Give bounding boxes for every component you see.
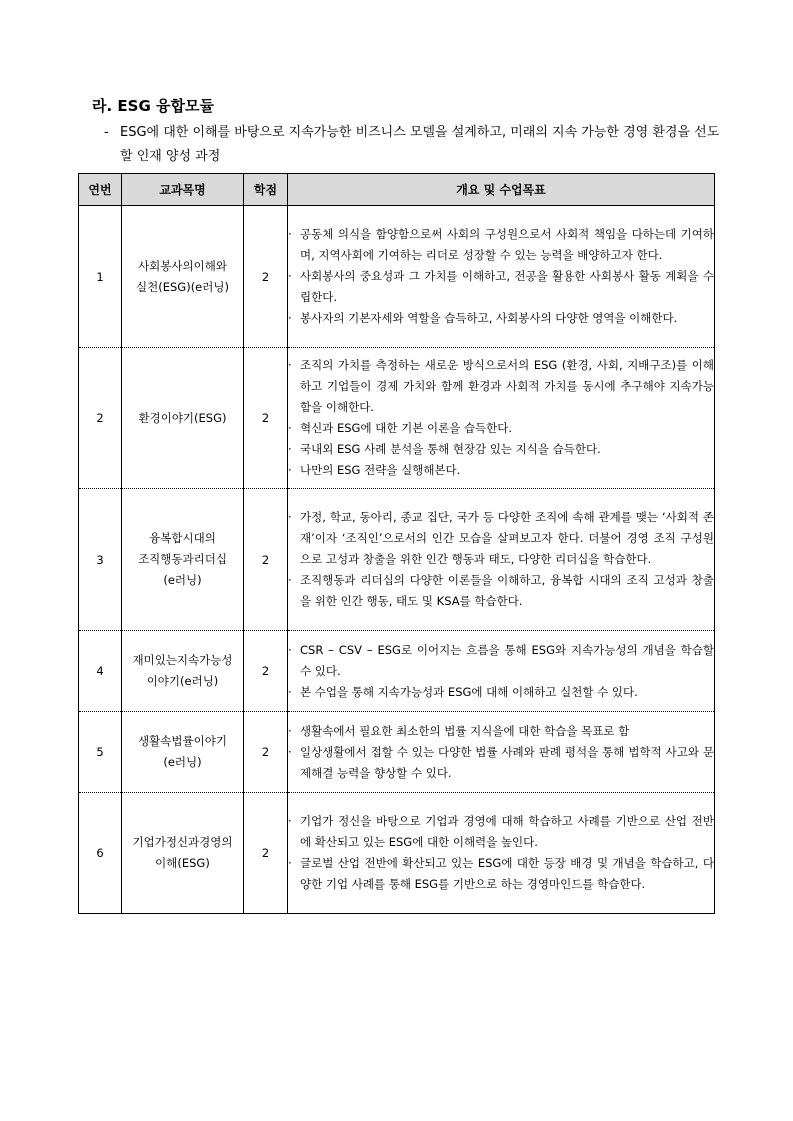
course-credit: 2 xyxy=(244,206,288,348)
description-bullet xyxy=(288,460,714,481)
course-name xyxy=(122,489,244,631)
description-bullet xyxy=(288,439,714,460)
bullet-text: 가정, 학교, 동아리, 종교 집단, 국가 등 다양한 조직에 속해 관계를 맺는 ‘사회적 존재’이자 ‘조직인’으로서의 인간 모습을 살펴보고자 한다. 더불어 경영 조직 구성원으로 고성과 창출을 위한 인간 행동과 태도, 다양한 리더십을 학습한다. xyxy=(300,510,714,566)
bullet-dot-icon: · xyxy=(288,510,292,524)
description-bullet xyxy=(288,308,714,329)
bullet-text: 국내외 ESG 사례 분석을 통해 현장감 있는 지식을 습득한다. xyxy=(300,442,601,456)
course-credit: 2 xyxy=(244,489,288,631)
course-description xyxy=(288,348,715,489)
bullet-text: 나만의 ESG 전략을 실행해본다. xyxy=(300,463,461,477)
table-row xyxy=(79,206,715,348)
bullet-dot-icon: · xyxy=(288,311,292,325)
bullet-text: 공동체 의식을 함양함으로써 사회의 구성원으로서 사회적 책임을 다하는데 기여하며, 지역사회에 기여하는 리더로 성장할 수 있는 능력을 배양하고자 한다. xyxy=(300,227,714,262)
bullet-text: 기업가 정신을 바탕으로 기업과 경영에 대해 학습하고 사례를 기반으로 산업 전반에 확산되고 있는 ESG에 대한 이해력을 높인다. xyxy=(300,814,714,849)
course-name-line: (e러닝) xyxy=(163,755,202,769)
course-credit: 2 xyxy=(244,631,288,712)
course-number: 3 xyxy=(79,489,122,631)
bullet-dot-icon: · xyxy=(288,684,292,699)
course-name xyxy=(122,793,244,914)
course-table xyxy=(78,173,715,914)
description-bullet xyxy=(288,811,714,853)
header-no: 연번 xyxy=(79,174,122,206)
course-name-line: 조직행동과리더십 xyxy=(138,552,227,566)
course-number: 4 xyxy=(79,631,122,712)
course-name-line: (e러닝) xyxy=(163,573,202,587)
course-name-line: 사회봉사의이해와 xyxy=(138,258,227,273)
table-row xyxy=(79,348,715,489)
description-bullet xyxy=(288,640,714,682)
bullet-text: 조직의 가치를 측정하는 새로운 방식으로서의 ESG (환경, 사회, 지배구조)를 이해하고 기업들이 경제 가치와 함께 환경과 사회적 가치를 동시에 추구해야 지속가능함을 이해한다. xyxy=(300,358,714,414)
bullet-text: 일상생활에서 접할 수 있는 다양한 법률 사례와 판례 평석을 통해 법학적 사고와 문제해결 능력을 향상할 수 있다. xyxy=(300,744,714,780)
course-name xyxy=(122,631,244,712)
description-bullet xyxy=(288,224,714,266)
course-name xyxy=(122,348,244,489)
bullet-dot-icon: · xyxy=(288,421,292,435)
header-description: 개요 및 수업목표 xyxy=(288,174,715,206)
course-name-line: 기업가정신과경영의 xyxy=(132,835,233,849)
description-bullet xyxy=(288,853,714,895)
section-heading: 라. ESG 융합모듈 xyxy=(92,97,214,115)
bullet-text: 생활속에서 필요한 최소한의 법률 지식을에 대한 학습을 목표로 함 xyxy=(300,723,630,738)
course-name xyxy=(122,712,244,793)
course-description xyxy=(288,631,715,712)
description-bullet xyxy=(288,570,714,612)
description-bullet xyxy=(288,266,714,308)
description-bullet xyxy=(288,682,714,703)
bullet-text: 글로벌 산업 전반에 확산되고 있는 ESG에 대한 등장 배경 및 개념을 학습하고, 다양한 기업 사례를 통해 ESG를 기반으로 하는 경영마인드를 학습한다. xyxy=(300,856,714,891)
description-bullet xyxy=(288,418,714,439)
bullet-text: 조직행동과 리더십의 다양한 이론들을 이해하고, 융복합 시대의 조직 고성과 창출을 위한 인간 행동, 태도 및 KSA를 학습한다. xyxy=(300,573,714,608)
course-number: 6 xyxy=(79,793,122,914)
intro-text: ESG에 대한 이해를 바탕으로 지속가능한 비즈니스 모델을 설계하고, 미래의 지속 가능한 경영 환경을 선도할 인재 양성 과정 xyxy=(120,125,720,164)
course-table-body xyxy=(79,206,715,914)
bullet-dot-icon: · xyxy=(288,358,292,372)
bullet-dot-icon: · xyxy=(288,723,292,738)
course-name xyxy=(122,206,244,348)
table-row xyxy=(79,631,715,712)
course-number: 2 xyxy=(79,348,122,489)
header-name: 교과목명 xyxy=(122,174,244,206)
intro-dash: - xyxy=(104,125,109,140)
course-description xyxy=(288,793,715,914)
table-row xyxy=(79,489,715,631)
bullet-dot-icon: · xyxy=(288,856,292,870)
course-description xyxy=(288,206,715,348)
course-name-line: 이야기(e러닝) xyxy=(146,674,219,688)
course-credit: 2 xyxy=(244,712,288,793)
bullet-dot-icon: · xyxy=(288,744,292,759)
bullet-dot-icon: · xyxy=(288,227,292,241)
course-name-line: 이해(ESG) xyxy=(155,856,210,870)
bullet-text: CSR – CSV – ESG로 이어지는 흐름을 통해 ESG와 지속가능성의 개념을 학습할 수 있다. xyxy=(300,642,714,678)
course-name-line: 실천(ESG)(e러닝) xyxy=(136,279,229,294)
bullet-dot-icon: · xyxy=(288,814,292,828)
bullet-text: 혁신과 ESG에 대한 기본 이론을 습득한다. xyxy=(300,421,513,435)
course-name-line: 재미있는지속가능성 xyxy=(132,653,233,667)
course-number: 5 xyxy=(79,712,122,793)
bullet-dot-icon: · xyxy=(288,642,292,657)
course-description xyxy=(288,489,715,631)
section-intro xyxy=(104,121,724,169)
bullet-text: 사회봉사의 중요성과 그 가치를 이해하고, 전공을 활용한 사회봉사 활동 계획을 수립한다. xyxy=(300,269,714,304)
bullet-text: 봉사자의 기본자세와 역할을 습득하고, 사회봉사의 다양한 영역을 이해한다. xyxy=(300,311,678,325)
bullet-dot-icon: · xyxy=(288,269,292,283)
description-bullet xyxy=(288,507,714,570)
header-credit: 학점 xyxy=(244,174,288,206)
course-name-line: 생활속법률이야기 xyxy=(138,734,227,748)
bullet-dot-icon: · xyxy=(288,463,292,477)
table-row xyxy=(79,793,715,914)
description-bullet xyxy=(288,721,714,742)
description-bullet xyxy=(288,355,714,418)
course-name-line: 융복합시대의 xyxy=(149,531,216,545)
bullet-text: 본 수업을 통해 지속가능성과 ESG에 대해 이해하고 실천할 수 있다. xyxy=(300,684,638,699)
course-name-line: 환경이야기(ESG) xyxy=(138,410,227,425)
table-row xyxy=(79,712,715,793)
course-credit: 2 xyxy=(244,348,288,489)
course-credit: 2 xyxy=(244,793,288,914)
course-description xyxy=(288,712,715,793)
table-header-row xyxy=(79,174,715,206)
course-number: 1 xyxy=(79,206,122,348)
bullet-dot-icon: · xyxy=(288,573,292,587)
description-bullet xyxy=(288,742,714,784)
bullet-dot-icon: · xyxy=(288,442,292,456)
